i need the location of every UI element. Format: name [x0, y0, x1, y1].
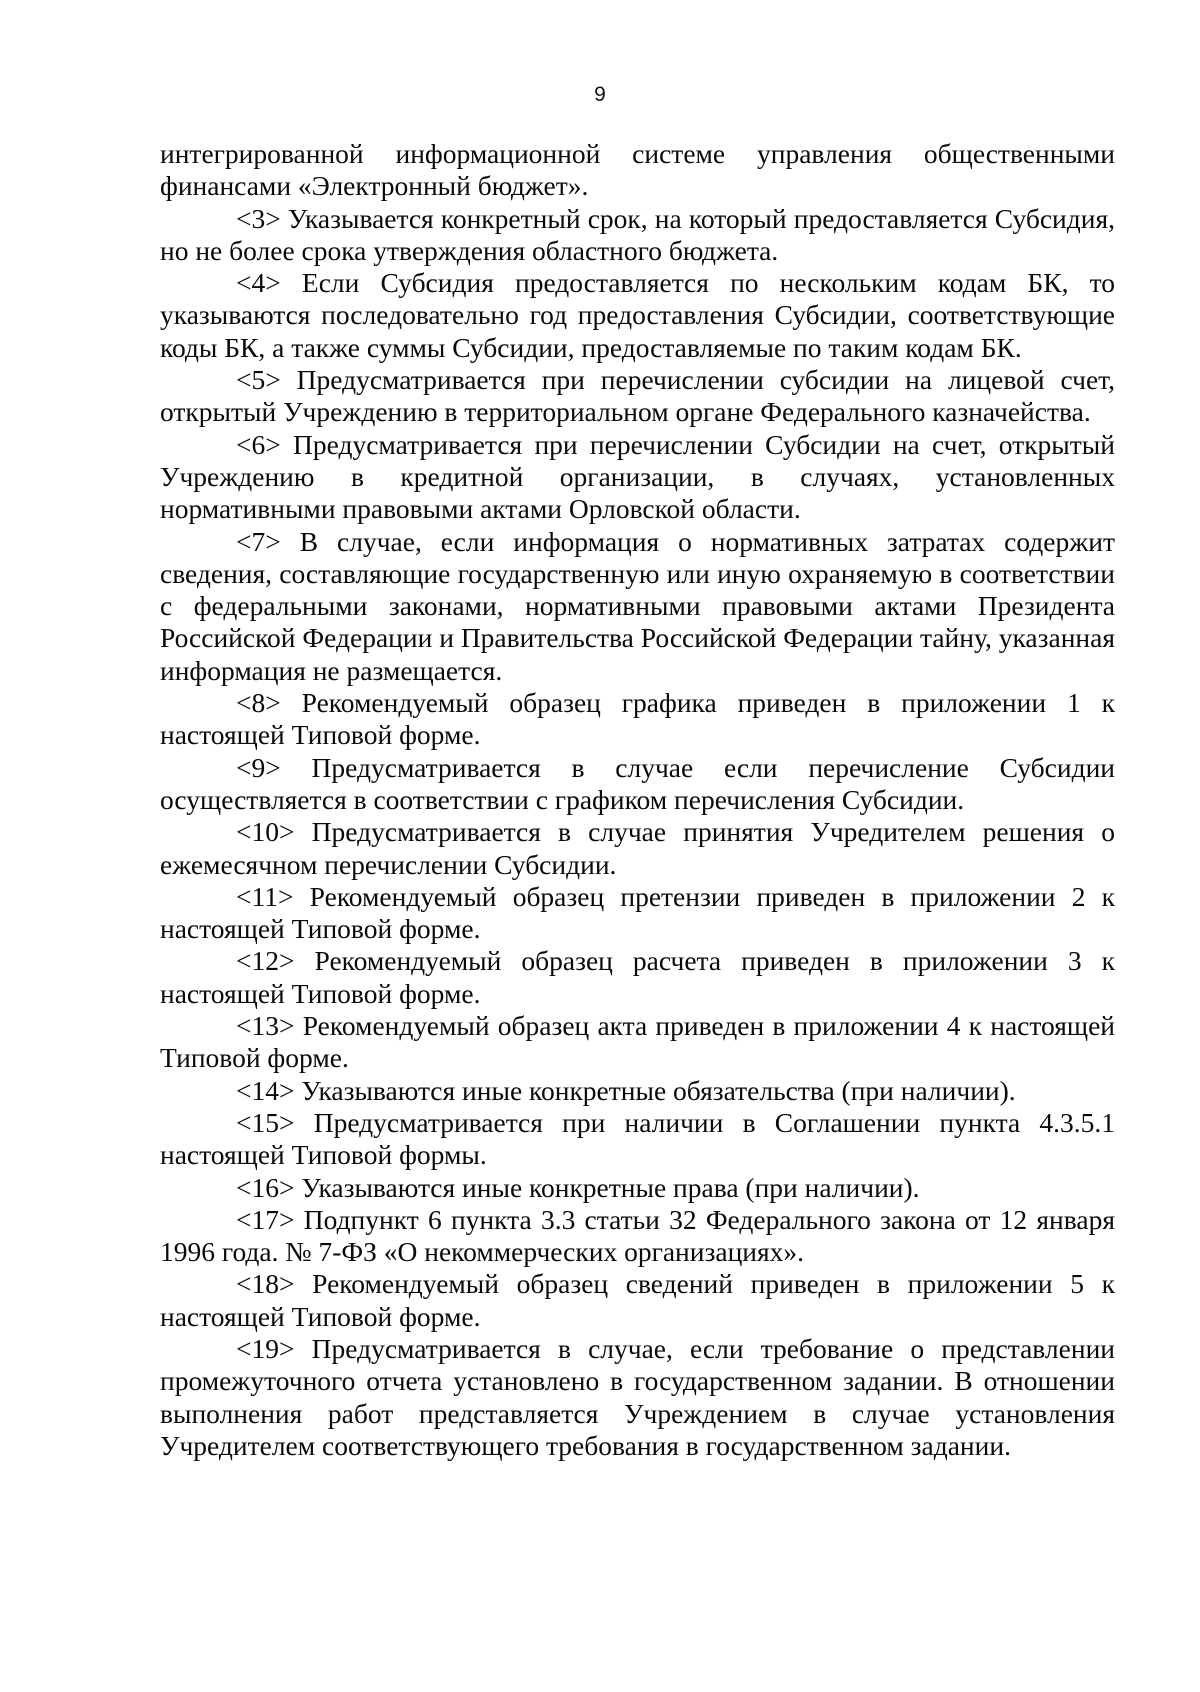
footnote-18: <18> Рекомендуемый образец сведений приведен в приложении 5 к настоящей Типовой форме. [160, 1268, 1115, 1332]
footnote-10: <10> Предусматривается в случае принятия Учредителем решения о ежемесячном перечислении Субсидии. [160, 816, 1115, 880]
footnote-19: <19> Предусматривается в случае, если требование о представлении промежуточного отчета установлено в государственном задании. В отношении выполнения работ представляется Учреждением в случае установления Учредителем соответствующего требования в государственном задании. [160, 1332, 1115, 1461]
footnote-7: <7> В случае, если информация о нормативных затратах содержит сведения, составляющие государственную или иную охраняемую в соответствии с федеральными законами, нормативными правовыми актами Президента Российской Федерации и Правительства Российской Федерации тайну, указанная информация не размещается. [160, 525, 1115, 686]
footnote-6: <6> Предусматривается при перечислении Субсидии на счет, открытый Учреждению в кредитной организации, в случаях, установленных нормативными правовыми актами Орловской области. [160, 428, 1115, 525]
footnote-3: <3> Указывается конкретный срок, на который предоставляется Субсидия, но не более срока утверждения областного бюджета. [160, 202, 1115, 266]
page-number: 9 [594, 83, 606, 106]
paragraph-continuation: интегрированной информационной системе управления общественными финансами «Электронный бюджет». [160, 138, 1115, 202]
footnote-11: <11> Рекомендуемый образец претензии приведен в приложении 2 к настоящей Типовой форме. [160, 880, 1115, 945]
footnote-9: <9> Предусматривается в случае если перечисление Субсидии осуществляется в соответствии с графиком перечисления Субсидии. [160, 751, 1115, 815]
footnote-17: <17> Подпункт 6 пункта 3.3 статьи 32 Федерального закона от 12 января 1996 года. № 7-ФЗ «О некоммерческих организациях». [160, 1203, 1115, 1268]
footnote-8: <8> Рекомендуемый образец графика приведен в приложении 1 к настоящей Типовой форме. [160, 687, 1115, 751]
footnote-16: <16> Указываются иные конкретные права (при наличии). [236, 1171, 920, 1203]
footnote-5: <5> Предусматривается при перечислении субсидии на лицевой счет, открытый Учреждению в территориальном органе Федерального казначейства. [160, 364, 1115, 428]
footnote-13: <13> Рекомендуемый образец акта приведен в приложении 4 к настоящей Типовой форме. [160, 1010, 1115, 1074]
footnote-14: <14> Указываются иные конкретные обязательства (при наличии). [236, 1074, 1016, 1106]
footnote-15: <15> Предусматривается при наличии в Соглашении пункта 4.3.5.1 настоящей Типовой формы. [160, 1106, 1115, 1171]
footnote-4: <4> Если Субсидия предоставляется по нескольким кодам БК, то указываются последовательно год предоставления Субсидии, соответствующие коды БК, а также суммы Субсидии, предоставляемые по таким кодам БК. [160, 267, 1115, 363]
footnote-12: <12> Рекомендуемый образец расчета приведен в приложении 3 к настоящей Типовой форме. [160, 945, 1115, 1009]
footnotes-body [160, 138, 1115, 1462]
